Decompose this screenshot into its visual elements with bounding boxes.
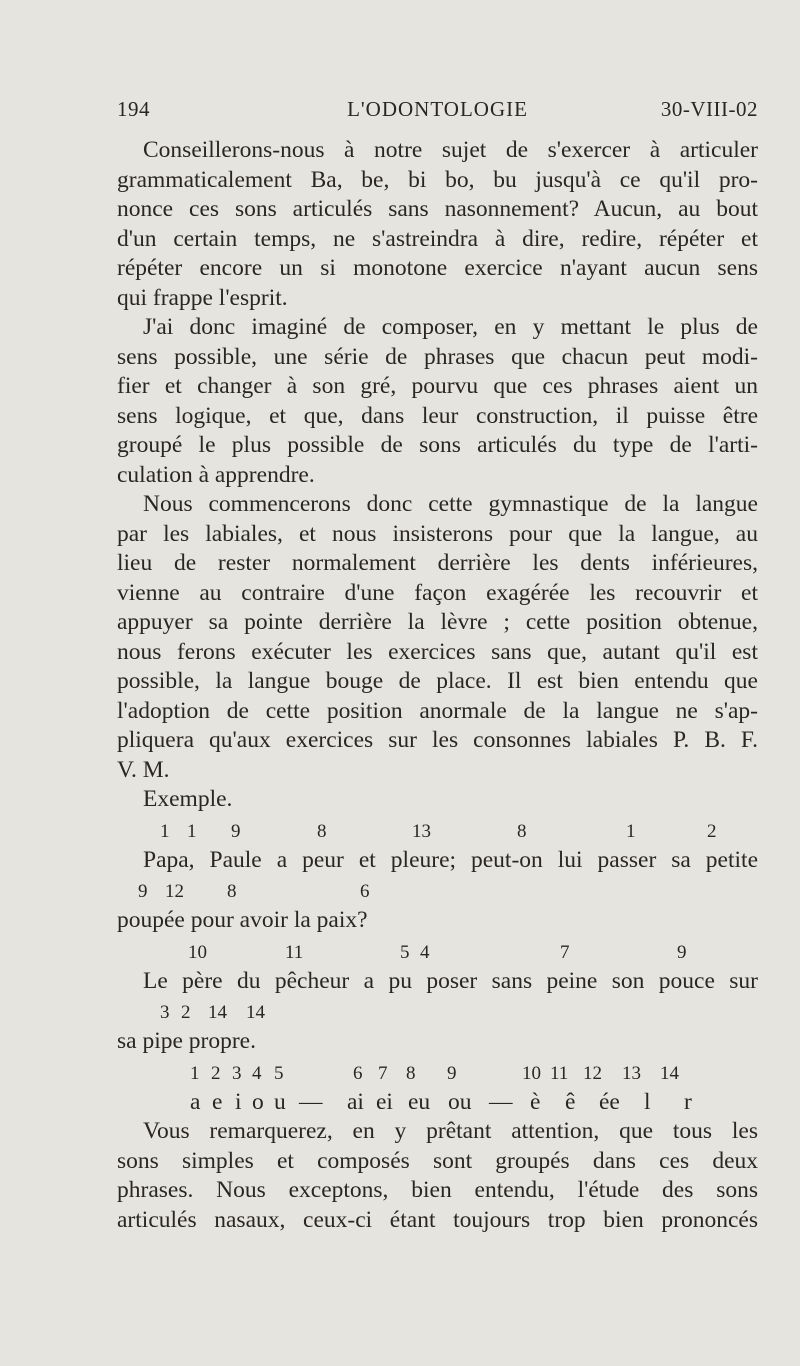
- numeral: 14: [246, 1002, 265, 1023]
- numeral: 11: [550, 1062, 569, 1084]
- numeral: 3: [160, 1002, 170, 1023]
- text-line: d'un certain temps, ne s'astreindra à dire, redire, répéter et: [117, 225, 758, 252]
- text-line: possible, la langue bouge de place. Il est bien entendu que: [117, 668, 758, 694]
- vowel: e: [212, 1088, 223, 1115]
- numeral-row: [117, 1057, 758, 1088]
- text-line: répéter encore un si monotone exercice n'ayant aucun sens: [117, 255, 758, 281]
- numeral: 5: [400, 941, 410, 963]
- vowel: ai: [347, 1088, 364, 1115]
- vowel-line: [117, 1088, 758, 1118]
- vowel: eu: [408, 1088, 431, 1115]
- running-header: [117, 97, 758, 127]
- numeral: 6: [360, 881, 370, 902]
- numeral: 2: [181, 1002, 191, 1023]
- vowel: r: [684, 1088, 692, 1115]
- text-line: Conseillerons-nous à notre sujet de s'exercer à articuler: [143, 137, 758, 163]
- example-sentence: Papa, Paule a peur et pleure; peut-on lui passer sa petite: [143, 846, 758, 873]
- numeral: 12: [583, 1062, 602, 1084]
- text-line: nonce ces sons articulés sans nasonnement? Aucun, au bout: [117, 196, 758, 222]
- text-line: lieu de rester normalement derrière les dents inférieures,: [117, 550, 758, 576]
- vowel: u: [274, 1088, 286, 1115]
- numeral: 4: [420, 941, 430, 963]
- example-sentence: sa pipe propre.: [117, 1028, 256, 1054]
- numeral-row: [117, 996, 758, 1027]
- numeral: 9: [231, 820, 241, 842]
- text-line: qui frappe l'esprit.: [117, 284, 288, 311]
- text-line: par les labiales, et nous insisterons pour que la langue, au: [117, 520, 758, 547]
- text-line: fier et changer à son gré, pourvu que ces phrases aient un: [117, 373, 758, 399]
- text-line: articulés nasaux, ceux-ci étant toujours trop bien prononcés: [117, 1206, 758, 1233]
- vowel: l: [644, 1088, 651, 1115]
- vowel: ê: [565, 1088, 576, 1115]
- text-line: l'adoption de cette position anormale de la langue ne s'ap-: [117, 697, 758, 724]
- numeral: 13: [622, 1062, 641, 1084]
- vowel: ée: [599, 1088, 620, 1115]
- numeral-row: [117, 815, 758, 846]
- numeral: 8: [227, 881, 237, 902]
- numeral: 5: [274, 1062, 284, 1084]
- text-line: Vous remarquerez, en y prêtant attention, que tous les: [143, 1118, 758, 1144]
- journal-title: L'ODONTOLOGIE: [347, 97, 528, 121]
- page-body: [117, 136, 758, 1235]
- text-line: J'ai donc imaginé de composer, en y mettant le plus de: [143, 314, 758, 340]
- numeral: 13: [412, 820, 431, 842]
- numeral: 8: [406, 1062, 416, 1084]
- vowel: ei: [376, 1088, 393, 1115]
- numeral-row: [117, 875, 758, 906]
- numeral: 1: [160, 820, 170, 842]
- text-line: groupé le plus possible de sons articulés du type de l'arti-: [117, 432, 758, 458]
- text-line: pliquera qu'aux exercices sur les consonnes labiales P. B. F.: [117, 727, 758, 753]
- numeral: 10: [522, 1062, 541, 1084]
- vowel: i: [235, 1088, 242, 1115]
- text-line: culation à apprendre.: [117, 461, 315, 488]
- text-line: V. M.: [117, 756, 170, 783]
- vowel: o: [252, 1088, 264, 1115]
- page-number: 194: [117, 97, 150, 121]
- numeral: 1: [187, 820, 197, 842]
- text-line: sens possible, une série de phrases que chacun peut modi-: [117, 343, 758, 370]
- text-line: grammaticalement Ba, be, bi bo, bu jusqu'à ce qu'il pro-: [117, 166, 758, 193]
- numeral: 10: [188, 941, 207, 963]
- numeral: 14: [208, 1002, 227, 1023]
- numeral: 9: [677, 941, 687, 963]
- numeral-row: [117, 936, 758, 967]
- numeral: 1: [626, 820, 636, 842]
- text-line: nous ferons exécuter les exercices sans que, autant qu'il est: [117, 638, 758, 665]
- numeral: 9: [447, 1062, 457, 1084]
- vowel: è: [530, 1088, 541, 1115]
- text-line: vienne au contraire d'une façon exagérée les recouvrir et: [117, 579, 758, 606]
- vowel: ou: [448, 1088, 472, 1115]
- dash: —: [489, 1088, 513, 1115]
- text-line: sens logique, et que, dans leur construction, il puisse être: [117, 402, 758, 429]
- vowel: a: [190, 1088, 201, 1115]
- dash: —: [299, 1088, 323, 1115]
- numeral: 6: [353, 1062, 363, 1084]
- numeral: 7: [378, 1062, 388, 1084]
- example-label: Exemple.: [143, 786, 233, 812]
- text-line: Nous commencerons donc cette gymnastique de la langue: [143, 491, 758, 517]
- numeral: 9: [138, 881, 148, 902]
- numeral: 1: [190, 1062, 200, 1084]
- example-sentence: Le père du pêcheur a pu poser sans peine son pouce sur: [143, 967, 758, 994]
- numeral: 12: [165, 881, 184, 902]
- numeral: 2: [707, 820, 717, 842]
- numeral: 4: [252, 1062, 262, 1084]
- text-line: phrases. Nous exceptons, bien entendu, l'étude des sons: [117, 1177, 758, 1203]
- numeral: 11: [285, 941, 304, 963]
- issue-date: 30-VIII-02: [660, 97, 758, 121]
- text-line: appuyer sa pointe derrière la lèvre ; cette position obtenue,: [117, 609, 758, 635]
- example-sentence: poupée pour avoir la paix?: [117, 907, 368, 933]
- numeral: 8: [317, 820, 327, 842]
- numeral: 14: [660, 1062, 679, 1084]
- numeral: 3: [232, 1062, 242, 1084]
- numeral: 8: [517, 820, 527, 842]
- numeral: 7: [560, 941, 570, 963]
- text-line: sons simples et composés sont groupés dans ces deux: [117, 1147, 758, 1174]
- numeral: 2: [211, 1062, 221, 1084]
